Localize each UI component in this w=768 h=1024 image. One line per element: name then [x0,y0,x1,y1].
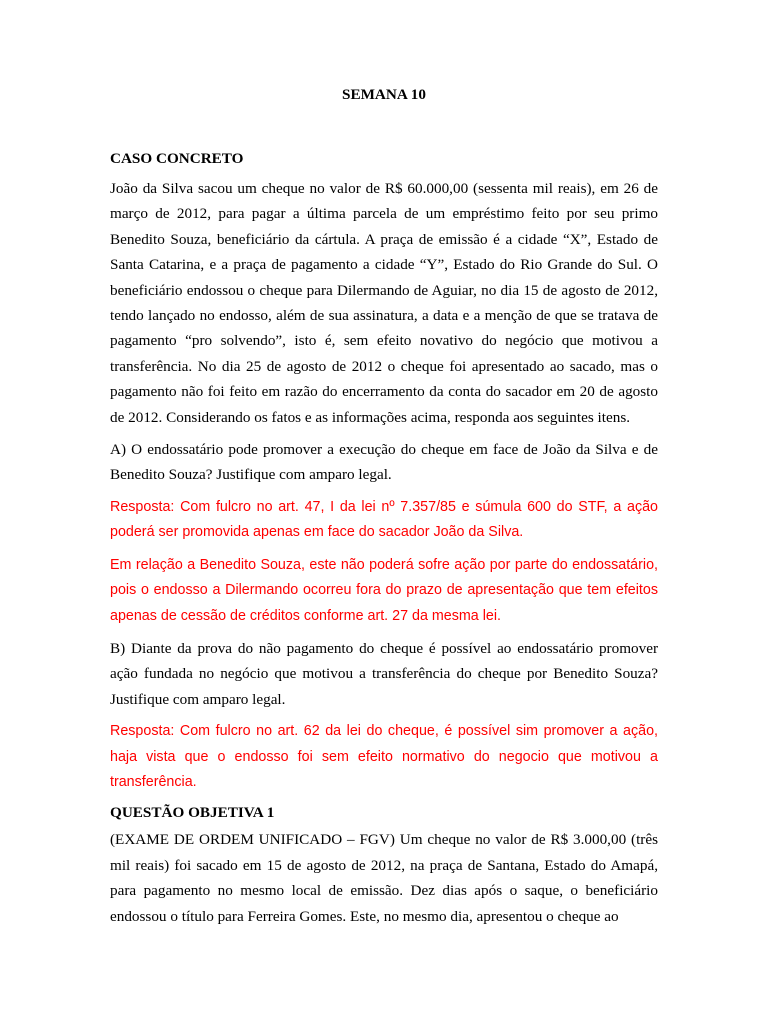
document-page [110,84,658,936]
answer-a-paragraph-1: Resposta: Com fulcro no art. 47, I da lei nº 7.357/85 e súmula 600 do STF, a ação poderá ser promovida apenas em face do sacador João da Silva. [110,498,658,541]
page-title: SEMANA 10 [342,86,426,103]
case-heading: CASO CONCRETO [110,150,244,167]
case-paragraph: João da Silva sacou um cheque no valor de R$ 60.000,00 (sessenta mil reais), em 26 de março de 2012, para pagar a última parcela de um empréstimo feito por seu primo Benedito Souza, beneficiário da cártula. A praça de emissão é a cidade “X”, Estado de Santa Catarina, e a praça de pagamento a cidade “Y”, Estado do Rio Grande do Sul. O beneficiário endossou o cheque para Dilermando de Aguiar, no dia 15 de agosto de 2012, tendo lançado no endosso, além de sua assinatura, a data e a menção de que se tratava de pagamento “pro solvendo”, isto é, sem efeito novativo do negócio que motivou a transferência. No dia 25 de agosto de 2012 o cheque foi apresentado ao sacado, mas o pagamento não foi feito em razão do encerramento da conta do sacador em 20 de agosto de 2012. Considerando os fatos e as informações acima, responda aos seguintes itens. [110,180,658,426]
answer-b-paragraph: Resposta: Com fulcro no art. 62 da lei do cheque, é possível sim promover a ação, haja vista que o endosso foi sem efeito normativo do negocio que motivou a transferência. [110,723,658,790]
objective-paragraph: (EXAME DE ORDEM UNIFICADO – FGV) Um cheque no valor de R$ 3.000,00 (três mil reais) foi sacado em 15 de agosto de 2012, na praça de Santana, Estado do Amapá, para pagamento no mesmo local de emissão. Dez dias após o saque, o beneficiário endossou o título para Ferreira Gomes. Este, no mesmo dia, apresentou o cheque ao [110,831,658,925]
question-b: B) Diante da prova do não pagamento do cheque é possível ao endossatário promover ação fundada no negócio que motivou a transferência do cheque por Benedito Souza? Justifique com amparo legal. [110,639,658,708]
objective-heading: QUESTÃO OBJETIVA 1 [110,804,275,822]
question-a: A) O endossatário pode promover a execução do cheque em face de João da Silva e de Benedito Souza? Justifique com amparo legal. [110,441,658,484]
answer-a-paragraph-2: Em relação a Benedito Souza, este não poderá sofre ação por parte do endossatário, pois o endosso a Dilermando ocorreu fora do prazo de apresentação que tem efeitos apenas de cessão de créditos conforme art. 27 da mesma lei. [110,556,658,624]
